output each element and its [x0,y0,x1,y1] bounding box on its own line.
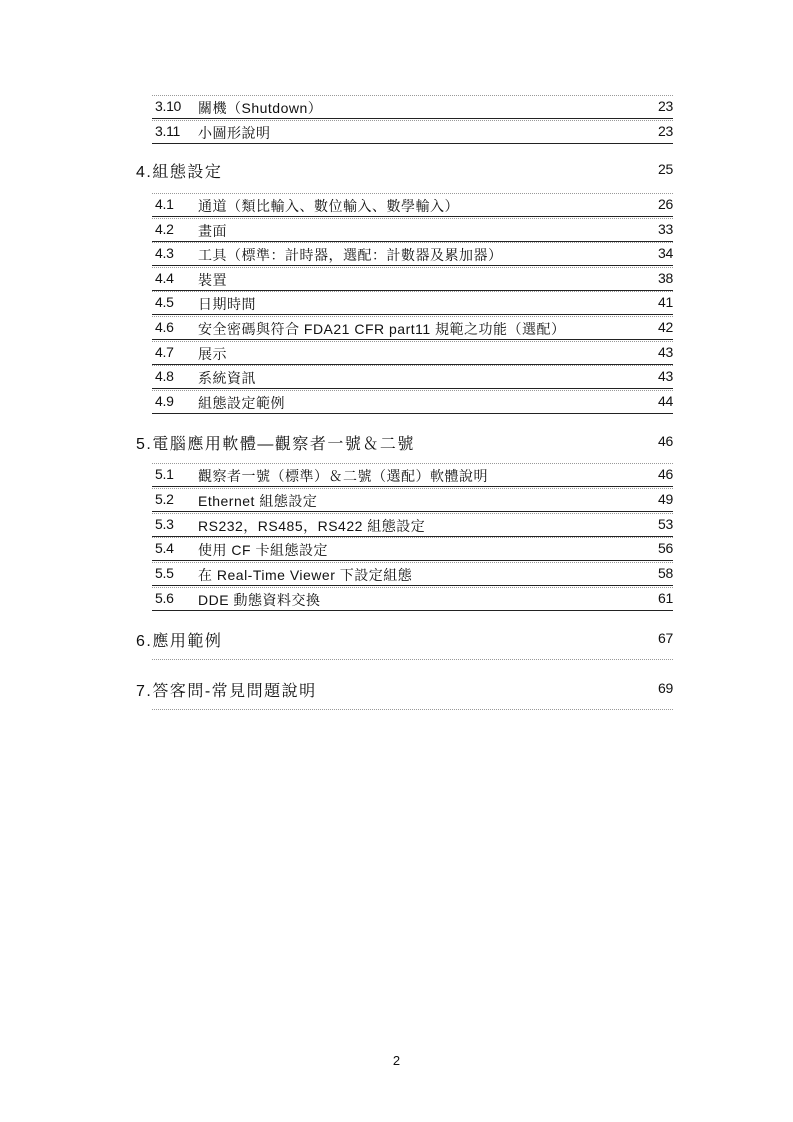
toc-page-number: 49 [658,491,673,507]
toc-title-text: 關機（Shutdown） [198,100,323,116]
toc-title-text: Ethernet 組態設定 [198,493,318,509]
toc-section-row[interactable] [136,316,673,340]
toc-title-text: 畫面 [198,223,227,239]
toc-section-number: 3.10 [155,98,182,114]
page-number: 2 [392,1053,401,1068]
toc-section-number: 5.3 [155,516,174,532]
toc-section-number: 7. [136,683,153,700]
toc-section-row[interactable] [136,95,673,119]
toc-section-row[interactable] [136,193,673,217]
toc-title-text: DDE 動態資料交換 [198,592,321,608]
toc-title-text: 展示 [198,346,227,362]
toc-title-text: 觀察者一號（標準）＆二號（選配）軟體說明 [198,468,488,484]
toc-title-text: 組態設定範例 [198,395,285,411]
toc-section-number: 5.5 [155,565,174,581]
toc-section-number: 4.1 [155,196,174,212]
toc-section-number: 5.6 [155,590,174,606]
toc-chapter-title [136,431,415,454]
toc-section-number: 4.5 [155,294,174,310]
toc-section-row[interactable] [136,242,673,266]
toc-section-number: 5.4 [155,540,174,556]
toc-title-text: 在 Real-Time Viewer 下設定組態 [198,567,413,583]
toc-section-row[interactable] [136,587,673,611]
toc-section-number: 4.4 [155,270,174,286]
toc-title-text: 答客問-常見問題說明 [152,683,317,700]
toc-page-number: 38 [658,270,673,286]
toc-page-number: 46 [658,466,673,482]
toc-section-number: 4.3 [155,245,174,261]
toc-page-number: 23 [658,123,673,139]
toc-section-number: 6. [136,633,153,650]
toc-section-number: 5.2 [155,491,174,507]
toc-page-number: 25 [658,161,673,177]
toc-page-number: 44 [658,393,673,409]
toc-section-row[interactable] [136,390,673,414]
toc-page-number: 53 [658,516,673,532]
toc-section-row[interactable] [136,488,673,512]
toc-title-text: 應用範例 [152,633,223,650]
toc-page-number: 46 [658,433,673,449]
toc-section-number: 4.8 [155,368,174,384]
toc-chapter-title [136,678,317,701]
toc-section-row[interactable] [136,513,673,537]
toc-section-row[interactable] [136,365,673,389]
toc-section-row[interactable] [136,291,673,315]
toc-page-number: 34 [658,245,673,261]
toc-page-number: 69 [658,680,673,696]
toc-title-text: RS232，RS485，RS422 組態設定 [198,518,426,534]
toc-chapter-row[interactable] [136,153,673,183]
toc-chapter-row[interactable] [136,425,673,455]
toc-title-text: 裝置 [198,272,227,288]
toc-title-text: 使用 CF 卡組態設定 [198,542,328,558]
toc-section-number: 4.2 [155,221,174,237]
toc-page-number: 43 [658,344,673,360]
toc-chapter-row[interactable] [136,672,673,702]
toc-title-text: 工具（標準：計時器，選配：計數器及累加器） [198,247,503,263]
toc-section-number: 4.7 [155,344,174,360]
toc-title-text: 系統資訊 [198,370,256,386]
toc-page-number: 26 [658,196,673,212]
toc-chapter-title [136,159,222,182]
toc-page-number: 41 [658,294,673,310]
toc-page-number: 61 [658,590,673,606]
toc-title-text: 小圖形說明 [198,125,271,141]
toc-title-text: 日期時間 [198,296,256,312]
toc-section-row[interactable] [136,537,673,561]
toc-page-number: 58 [658,565,673,581]
toc-title-text: 安全密碼與符合 FDA21 CFR part11 規範之功能（選配） [198,321,566,337]
toc-page-number: 42 [658,319,673,335]
toc-page-number: 43 [658,368,673,384]
toc-section-number: 4.6 [155,319,174,335]
toc-page-number: 67 [658,630,673,646]
toc-section-number: 4. [136,164,153,181]
toc-title-text: 組態設定 [152,164,223,181]
toc-title-text: 電腦應用軟體—觀察者一號＆二號 [152,436,415,453]
toc-section-number: 5.1 [155,466,174,482]
toc-page-number: 33 [658,221,673,237]
toc-chapter-row[interactable] [136,622,673,652]
toc-section-number: 4.9 [155,393,174,409]
toc-title-text: 通道（類比輸入、數位輸入、數學輸入） [198,198,459,214]
toc-section-row[interactable] [136,463,673,487]
toc-section-row[interactable] [136,267,673,291]
toc-page-number: 56 [658,540,673,556]
toc-section-row[interactable] [136,562,673,586]
toc-section-row[interactable] [136,341,673,365]
toc-section-row[interactable] [136,120,673,144]
toc-section-row[interactable] [136,218,673,242]
toc-chapter-title [136,628,222,651]
toc-section-number: 5. [136,436,153,453]
toc-page-number: 23 [658,98,673,114]
toc-section-number: 3.11 [155,123,181,139]
